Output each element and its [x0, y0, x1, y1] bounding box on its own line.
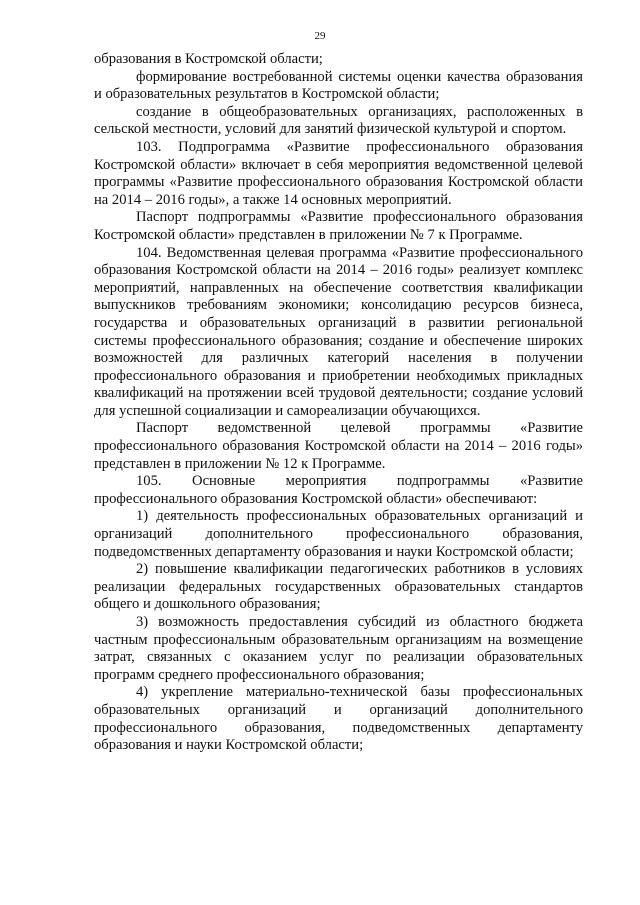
paragraph: создание в общеобразовательных организациях, расположенных в сельской местности, условий для занятий физической культурой и спортом.: [94, 103, 583, 138]
list-item: 1) деятельность профессиональных образовательных организаций и организаций дополнительного профессионального образования, подведомственных департаменту образования и науки Костромской области;: [94, 508, 583, 560]
paragraph: Паспорт ведомственной целевой программы «Развитие профессионального образования Костромской области на 2014 – 2016 годы» представлен в приложении № 12 к Программе.: [94, 420, 583, 472]
paragraph: Паспорт подпрограммы «Развитие профессионального образования Костромской области» представлен в приложении № 7 к Программе.: [94, 209, 583, 243]
paragraph: образования в Костромской области;: [94, 51, 323, 67]
list-item: 2) повышение квалификации педагогических работников в условиях реализации федеральных государственных образовательных стандартов общего и дошкольного образования;: [94, 561, 583, 613]
paragraph: формирование востребованной системы оценки качества образования и образовательных результатов в Костромской области;: [94, 68, 583, 103]
document-body: [94, 51, 583, 755]
list-item: 3) возможность предоставления субсидий из областного бюджета частным профессиональным образовательным организациям на возмещение затрат, связанных с оказанием услуг по реализации образовательных программ среднего профессионального образования;: [94, 614, 583, 683]
paragraph: 103. Подпрограмма «Развитие профессионального образования Костромской области» включает в себя мероприятия ведомственной целевой программы «Развитие профессионального образования Костромской области на 2014 – 2016 годы», а также 14 основных мероприятий.: [94, 138, 583, 208]
paragraph: 104. Ведомственная целевая программа «Развитие профессионального образования Костромской области на 2014 – 2016 годы» реализует комплекс мероприятий, направленных на обеспечение соответствия квалификации выпускников требованиям экономики; консолидацию ресурсов бизнеса, государства и образовательных организаций в развитии региональной системы профессионального образования; создание и обеспечение широких возможностей для различных категорий населения в получении профессионального образования и приобретении необходимых прикладных квалификаций на протяжении всей трудовой деятельности; создание условий для успешной социализации и самореализации обучающихся.: [94, 244, 583, 419]
list-item: 4) укрепление материально-технической базы профессиональных образовательных организаций и организаций дополнительного профессионального образования, подведомственных департаменту образования и науки Костромской области;: [94, 684, 583, 754]
paragraph: 105. Основные мероприятия подпрограммы «Развитие профессионального образования Костромской области» обеспечивают:: [94, 473, 583, 507]
page-number: 29: [314, 30, 326, 42]
